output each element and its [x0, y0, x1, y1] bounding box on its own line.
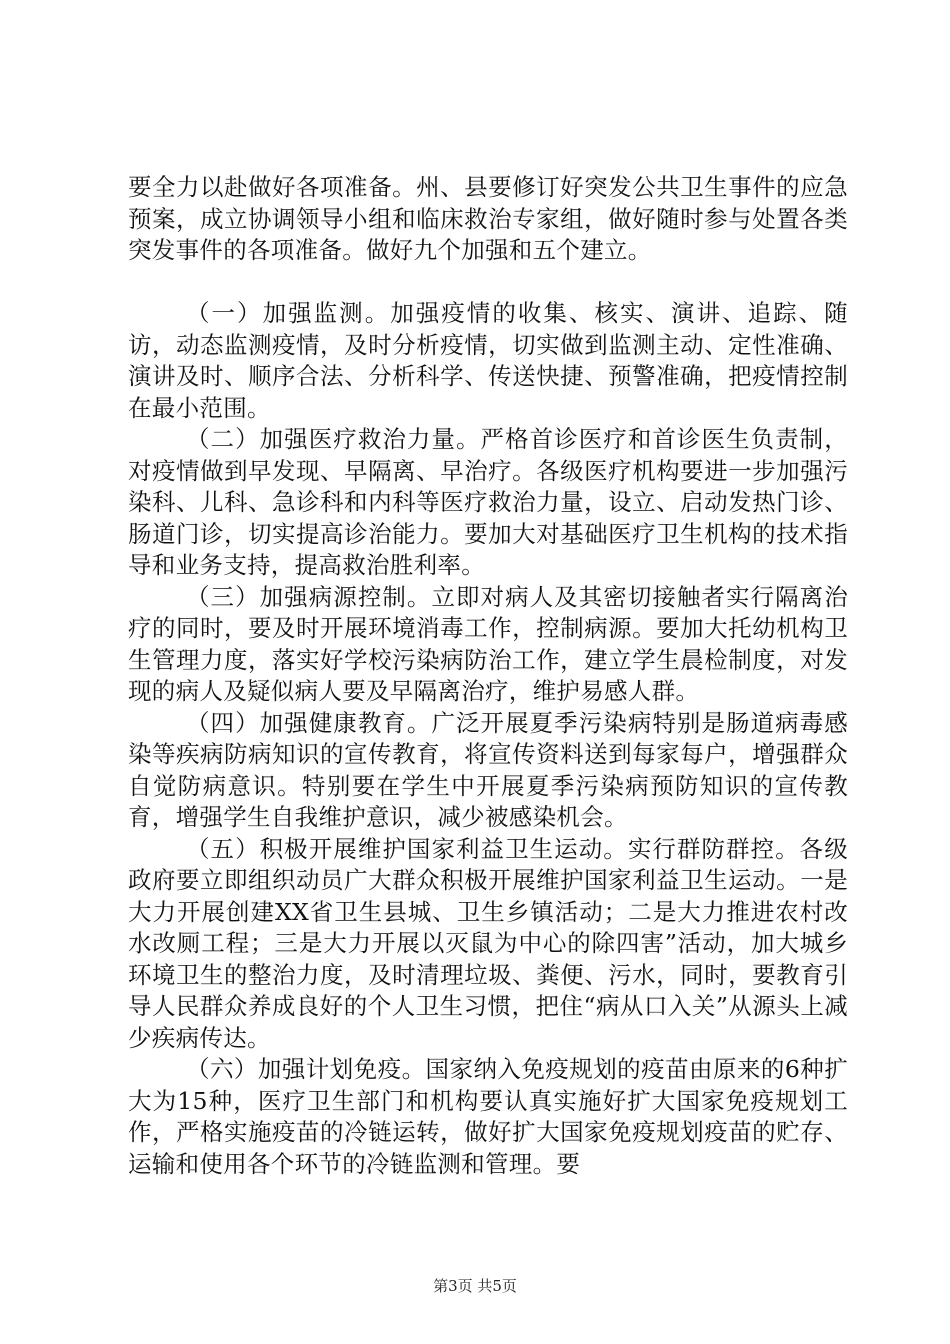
- intro-paragraph: 要全力以赴做好各项准备。州、县要修订好突发公共卫生事件的应急预案，成立协调领导小组和临床救治专家组，做好随时参与处置各类突发事件的各项准备。做好九个加强和五个建立。: [128, 173, 848, 264]
- sections-block: [128, 298, 848, 1180]
- intro-block: [128, 172, 848, 267]
- section-paragraph-1: （一）加强监测。加强疫情的收集、核实、演讲、追踪、随访，动态监测疫情，及时分析疫情，切实做到监测主动、定性准确、演讲及时、顺序合法、分析科学、传送快捷、预警准确，把疫情控制在最小范围。: [128, 299, 848, 422]
- page-number-label: 第3页 共5页: [433, 1277, 517, 1295]
- section-paragraph-2: （二）加强医疗救治力量。严格首诊医疗和首诊医生负责制，对疫情做到早发现、早隔离、早治疗。各级医疗机构要进一步加强污染科、儿科、急诊科和内科等医疗救治力量，设立、启动发热门诊、肠道门诊，切实提高诊治能力。要加大对基础医疗卫生机构的技术指导和业务支持，提高救治胜利率。: [128, 425, 848, 579]
- section-paragraph-5: （五）积极开展维护国家利益卫生运动。实行群防群控。各级政府要立即组织动员广大群众积极开展维护国家利益卫生运动。一是大力开展创建XX省卫生县城、卫生乡镇活动；二是大力推进农村改水改厕工程；三是大力开展以灭鼠为中心的除四害”活动，加大城乡环境卫生的整治力度，及时清理垃圾、粪便、污水，同时，要教育引导人民群众养成良好的个人卫生习惯，把住“病从口入关”从源头上减少疾病传达。: [128, 834, 848, 1052]
- section-paragraph-6: （六）加强计划免疫。国家纳入免疫规划的疫苗由原来的6种扩大为15种，医疗卫生部门和机构要认真实施好扩大国家免疫规划工作，严格实施疫苗的冷链运转，做好扩大国家免疫规划疫苗的贮存、运输和使用各个环节的冷链监测和管理。要: [128, 1055, 848, 1178]
- section-paragraph-4: （四）加强健康教育。广泛开展夏季污染病特别是肠道病毒感染等疾病防病知识的宣传教育，将宣传资料送到每家每户，增强群众自觉防病意识。特别要在学生中开展夏季污染病预防知识的宣传教育，增强学生自我维护意识，减少被感染机会。: [128, 708, 848, 831]
- section-paragraph-3: （三）加强病源控制。立即对病人及其密切接触者实行隔离治疗的同时，要及时开展环境消毒工作，控制病源。要加大托幼机构卫生管理力度，落实好学校污染病防治工作，建立学生晨检制度，对发现的病人及疑似病人要及早隔离治疗，维护易感人群。: [128, 582, 848, 705]
- page-footer: [0, 1276, 950, 1296]
